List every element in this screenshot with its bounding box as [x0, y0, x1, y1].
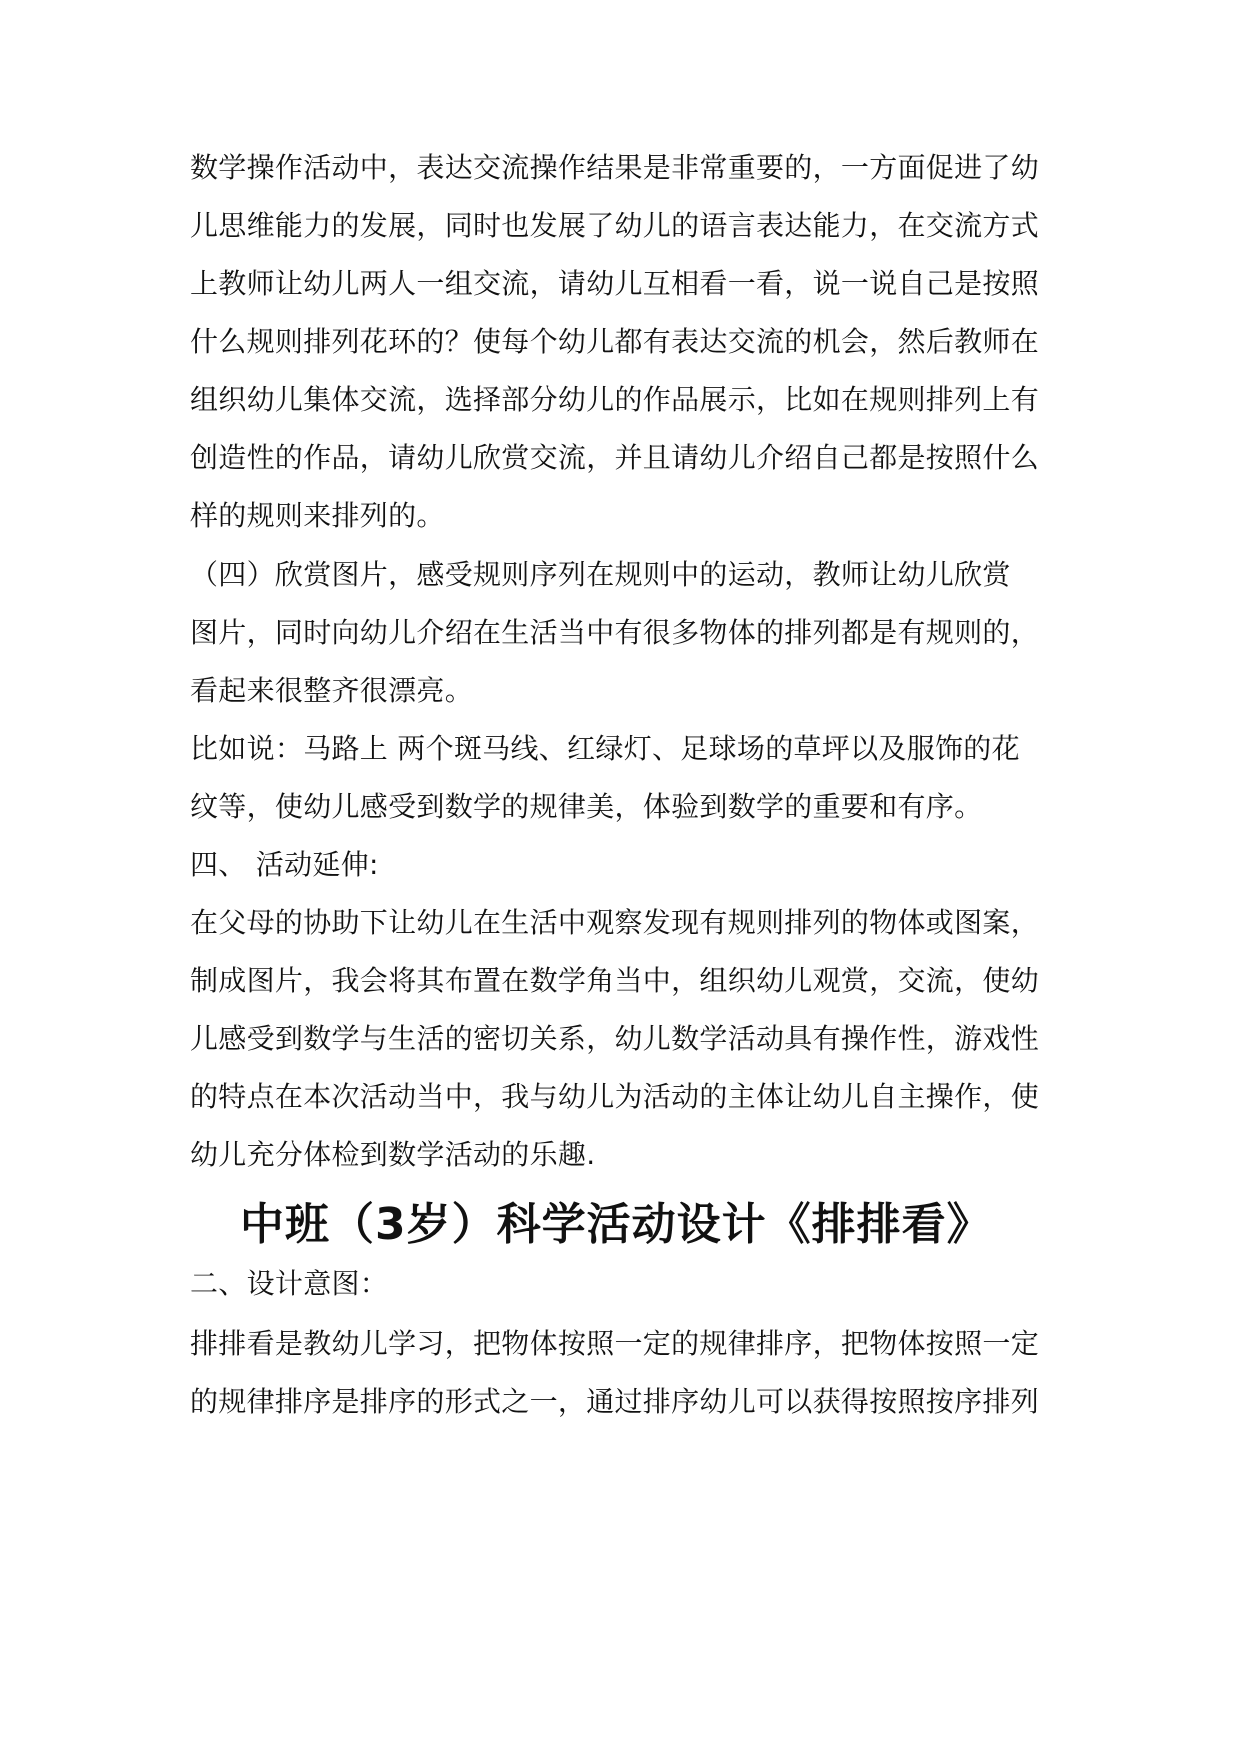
paragraph-line: 比如说：马路上 两个斑马线、红绿灯、足球场的草坪以及服饰的花 [190, 732, 1020, 765]
document-title: 中班（3岁）科学活动设计《排排看》 [240, 1199, 992, 1250]
paragraph-line: 儿思维能力的发展，同时也发展了幼儿的语言表达能力，在交流方式 [190, 209, 1040, 242]
section-heading: 二、设计意图： [190, 1267, 389, 1300]
paragraph-line: 幼儿充分体检到数学活动的乐趣. [190, 1138, 596, 1171]
paragraph-line: 什么规则排列花环的？使每个幼儿都有表达交流的机会，然后教师在 [190, 325, 1040, 358]
paragraph-line: 数学操作活动中，表达交流操作结果是非常重要的，一方面促进了幼 [190, 151, 1040, 184]
paragraph-line: 图片，同时向幼儿介绍在生活当中有很多物体的排列都是有规则的， [190, 616, 1040, 649]
paragraph-line: 排排看是教幼儿学习，把物体按照一定的规律排序，把物体按照一定 [190, 1327, 1040, 1360]
paragraph-line: 在父母的协助下让幼儿在生活中观察发现有规则排列的物体或图案， [190, 906, 1040, 939]
paragraph-line: 儿感受到数学与生活的密切关系，幼儿数学活动具有操作性，游戏性 [190, 1022, 1040, 1055]
paragraph-line: 上教师让幼儿两人一组交流，请幼儿互相看一看，说一说自己是按照 [190, 267, 1040, 300]
paragraph-line: 的规律排序是排序的形式之一，通过排序幼儿可以获得按照按序排列 [190, 1385, 1040, 1418]
paragraph-line: （四）欣赏图片，感受规则序列在规则中的运动，教师让幼儿欣赏 [190, 558, 1011, 591]
section-heading: 四、 活动延伸: [190, 848, 379, 881]
paragraph-line: 看起来很整齐很漂亮。 [190, 674, 474, 707]
paragraph-line: 组织幼儿集体交流，选择部分幼儿的作品展示，比如在规则排列上有 [190, 383, 1040, 416]
paragraph-line: 创造性的作品，请幼儿欣赏交流，并且请幼儿介绍自己都是按照什么 [190, 441, 1040, 474]
paragraph-line: 的特点在本次活动当中，我与幼儿为活动的主体让幼儿自主操作，使 [190, 1080, 1040, 1113]
paragraph-line: 制成图片，我会将其布置在数学角当中，组织幼儿观赏，交流，使幼 [190, 964, 1040, 997]
paragraph-line: 纹等，使幼儿感受到数学的规律美，体验到数学的重要和有序。 [190, 790, 983, 823]
paragraph-line: 样的规则来排列的。 [190, 499, 445, 532]
